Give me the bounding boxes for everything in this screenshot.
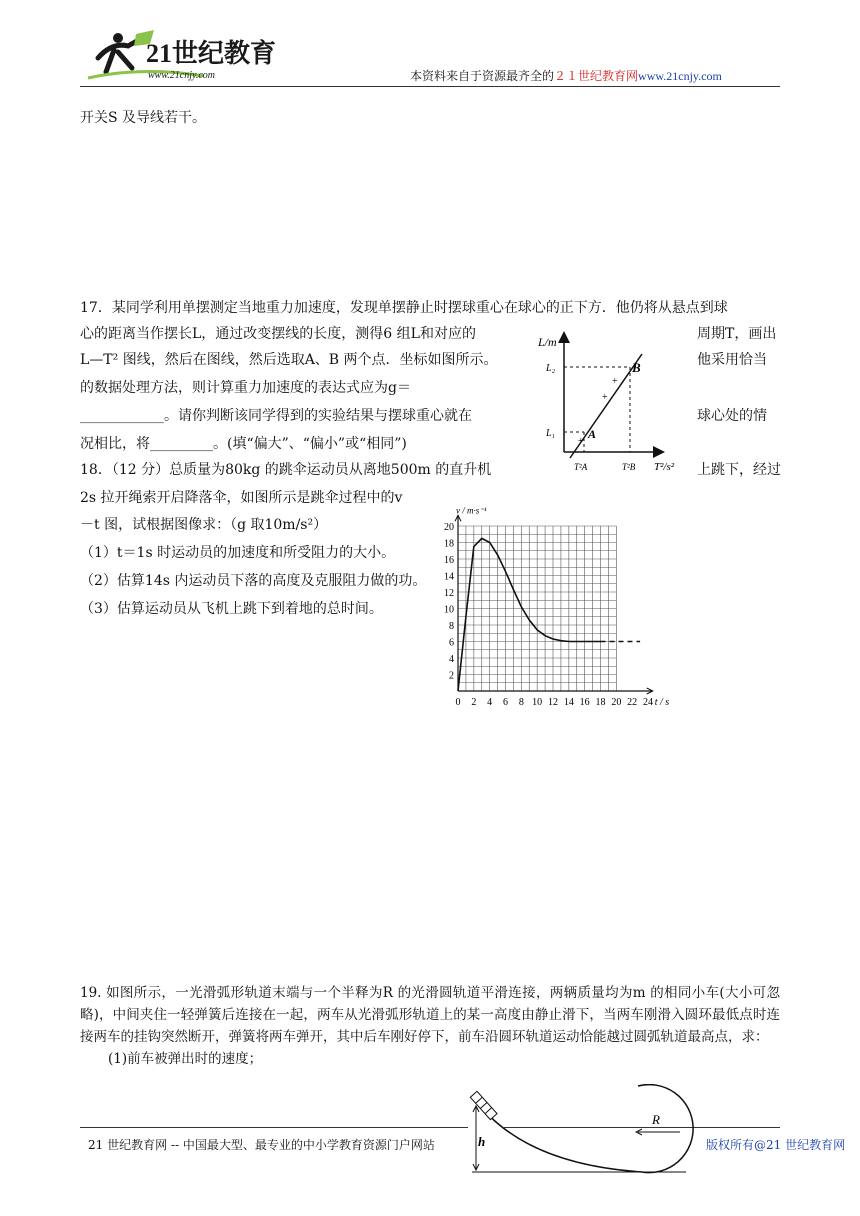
q17-line: 他采用恰当	[697, 352, 767, 368]
footer-right: 版权所有@21 世纪教育网	[706, 1138, 846, 1152]
x-tick-label: 18	[595, 697, 606, 705]
q19-track-figure	[462, 1084, 712, 1178]
site-logo	[84, 28, 284, 84]
x-tick-label: 0	[455, 697, 461, 705]
q17-y-tick: L₁	[546, 428, 556, 439]
source-site[interactable]: ２１世纪教育网	[554, 69, 639, 83]
vt-chart	[430, 500, 680, 705]
intro-line: 开关S 及导线若干。	[80, 110, 207, 126]
y-tick-label: 14	[444, 571, 454, 583]
y-tick-label: 8	[449, 621, 454, 632]
logo-url: www.21cnjy.com	[148, 70, 216, 81]
q18-line: 上跳下，经过	[697, 462, 781, 478]
q17-graph	[534, 322, 694, 482]
q17-x-tick: T²B	[622, 462, 636, 472]
q17-line: 况相比，将_________。(填“偏大”、“偏小”或“相同”)	[80, 436, 407, 452]
y-tick-label: 4	[449, 654, 454, 665]
q17-y-tick: L₂	[546, 363, 556, 374]
header-source: 本资料来自于资源最齐全的２１世纪教育网www.21cnjy.com	[410, 69, 722, 83]
q17-line: ____________。请你判断该同学得到的实验结果与摆球重心就在	[80, 408, 472, 424]
q17-y-label: L/m	[538, 335, 557, 349]
q17-x-label: T²/s²	[654, 461, 675, 473]
x-tick-label: 14	[563, 697, 574, 705]
x-tick-label: 2	[471, 697, 477, 705]
y-tick-label: 12	[444, 588, 454, 599]
x-axis-label: t / s	[654, 697, 670, 705]
logo-text: 21世纪教育	[146, 39, 277, 68]
source-url-link[interactable]: www.21cnjy.com	[638, 69, 722, 83]
y-tick-label: 20	[444, 522, 454, 533]
q17-point-b: B	[632, 360, 641, 375]
y-tick-label: 18	[444, 538, 454, 550]
q17-line: 球心处的情	[697, 408, 767, 424]
x-tick-label: 24	[643, 697, 653, 705]
q17-line: 17．某同学利用单摆测定当地重力加速度，发现单摆静止时摆球重心在球心的正下方．他仍将从悬点到球	[80, 300, 728, 316]
x-tick-label: 20	[611, 697, 622, 705]
x-tick-label: 16	[579, 697, 590, 705]
y-tick-label: 16	[444, 555, 454, 566]
label-r: R	[652, 1112, 660, 1127]
x-tick-label: 10	[532, 697, 543, 705]
label-h: h	[478, 1134, 486, 1149]
q19-sub1: (1)前车被弹出时的速度；	[108, 1051, 263, 1067]
q18-line: （2）估算14s 内运动员下落的高度及克服阻力做的功。	[80, 573, 427, 589]
y-tick-label: 6	[449, 637, 454, 649]
q18-line: 2s 拉开绳索开启降落伞，如图所示是跳伞过程中的v	[80, 490, 403, 506]
q17-line: 的数据处理方法，则计算重力加速度的表达式应为g＝	[80, 380, 411, 396]
q17-data-mark: +	[612, 376, 618, 387]
q17-line: L—T² 图线，然后在图线，然后选取A、B 两个点．坐标如图所示。	[80, 352, 498, 368]
q19-block	[80, 982, 780, 1070]
q17-point-a: A	[588, 427, 597, 441]
q17-line: 周期T，画出	[697, 326, 777, 342]
q18-line: 18．（12 分）总质量为80kg 的跳伞运动员从离地500m 的直升机	[80, 462, 492, 478]
x-tick-label: 4	[487, 697, 493, 705]
x-tick-label: 12	[548, 697, 558, 705]
q17-data-mark: +	[602, 392, 608, 403]
y-tick-label: 10	[444, 604, 454, 616]
q18-line: （3）估算运动员从飞机上跳下到着地的总时间。	[80, 601, 383, 617]
x-tick-label: 8	[518, 697, 524, 705]
q17-x-tick: T²A	[574, 462, 588, 472]
q18-line: －t 图，试根据图像求：（g 取10m/s²）	[80, 517, 328, 533]
x-tick-label: 22	[627, 697, 638, 705]
header-rule	[80, 86, 780, 87]
q19-text: 19. 如图所示，一光滑弧形轨道末端与一个半释为R 的光滑圆轨道平滑连接，两辆质量均为m 的相同小车(大小可忽略)，中间夹住一轻弹簧后连接在一起，两车从光滑弧形轨道上的某一高度由静止滑下，当两车刚滑入圆环最低点时连接两车的挂钩突然断开，弹簧将两车弹开，其中后车刚好停下，前车沿圆环轨道运动恰能越过圆弧轨道最高点，求：	[80, 985, 780, 1045]
footer-left: 21 世纪教育网 -- 中国最大型、最专业的中小学教育资源门户网站	[88, 1138, 435, 1152]
q17-data-mark: +	[578, 436, 584, 447]
x-tick-label: 6	[503, 697, 508, 705]
y-tick-label: 2	[449, 670, 454, 682]
circle-track	[638, 1085, 693, 1173]
y-axis-label: v / m·s⁻¹	[456, 505, 487, 516]
q17-line: 心的距离当作摆长L，通过改变摆线的长度，测得6 组L和对应的	[80, 326, 476, 342]
q18-line: （1）t＝1s 时运动员的加速度和所受阻力的大小。	[80, 545, 396, 561]
